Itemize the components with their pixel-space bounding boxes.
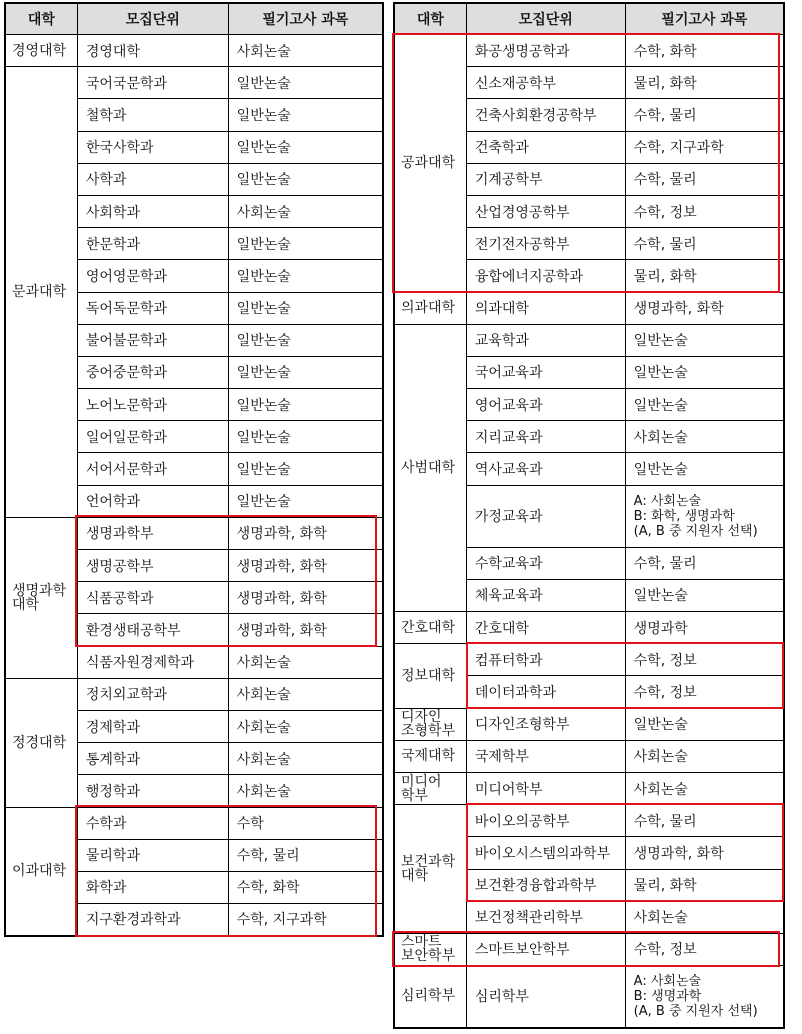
- unit-cell: 행정학과: [77, 775, 228, 807]
- subject-cell: 사회논술: [228, 743, 383, 775]
- unit-cell: 바이오시스템의과학부: [466, 837, 625, 869]
- subject-cell: 수학, 화학: [625, 35, 784, 67]
- unit-cell: 화학과: [77, 871, 228, 903]
- subject-cell: 수학, 정보: [625, 644, 784, 676]
- unit-cell: 노어노문학과: [77, 389, 228, 421]
- unit-cell: 지구환경과학과: [77, 904, 228, 936]
- unit-cell: 불어불문학과: [77, 324, 228, 356]
- unit-cell: 교육학과: [466, 324, 625, 356]
- subject-cell: 사회논술: [228, 710, 383, 742]
- subject-cell: 수학, 물리: [228, 839, 383, 871]
- unit-cell: 정치외교학과: [77, 678, 228, 710]
- unit-cell: 스마트보안학부: [466, 933, 625, 965]
- header-unit: 모집단위: [466, 3, 625, 35]
- unit-cell: 디자인조형학부: [466, 708, 625, 740]
- unit-cell: 영어영문학과: [77, 260, 228, 292]
- table-row: [5, 807, 383, 839]
- college-cell: 사범대학: [394, 324, 466, 611]
- unit-cell: 역사교육과: [466, 453, 625, 485]
- subject-cell: 사회논술: [228, 195, 383, 227]
- table-header-row: [5, 3, 383, 35]
- unit-cell: 미디어학부: [466, 772, 625, 804]
- left-admission-table: [4, 2, 384, 937]
- subject-cell: 사회논술: [625, 901, 784, 933]
- subject-cell: 수학: [228, 807, 383, 839]
- table-row: [394, 805, 784, 837]
- table-row: [5, 35, 383, 67]
- unit-cell: 화공생명공학과: [466, 35, 625, 67]
- table-row: [394, 292, 784, 324]
- header-subject: 필기고사 과목: [228, 3, 383, 35]
- unit-cell: 기계공학부: [466, 163, 625, 195]
- subject-cell: 일반논술: [228, 131, 383, 163]
- unit-cell: 가정교육과: [466, 485, 625, 547]
- unit-cell: 전기전자공학부: [466, 228, 625, 260]
- unit-cell: 건축사회환경공학부: [466, 99, 625, 131]
- unit-cell: 통계학과: [77, 743, 228, 775]
- table-header-row: [394, 3, 784, 35]
- unit-cell: 독어독문학과: [77, 292, 228, 324]
- subject-cell: 일반논술: [228, 228, 383, 260]
- subject-cell: 물리, 화학: [625, 67, 784, 99]
- subject-cell: 생명과학, 화학: [625, 292, 784, 324]
- subject-cell: 생명과학, 화학: [228, 550, 383, 582]
- table-row: [394, 708, 784, 740]
- right-table-body: [394, 35, 784, 1028]
- table-row: [394, 644, 784, 676]
- subject-cell: 사회논술: [625, 772, 784, 804]
- unit-cell: 생명과학부: [77, 517, 228, 549]
- subject-cell: 일반논술: [625, 453, 784, 485]
- right-admission-table: [393, 2, 785, 1029]
- header-college: 대학: [394, 3, 466, 35]
- unit-cell: 지리교육과: [466, 421, 625, 453]
- unit-cell: 철학과: [77, 99, 228, 131]
- unit-cell: 국어교육과: [466, 356, 625, 388]
- unit-cell: 서어서문학과: [77, 453, 228, 485]
- subject-cell: 일반논술: [625, 356, 784, 388]
- subject-cell: 일반논술: [228, 453, 383, 485]
- subject-cell: 생명과학: [625, 612, 784, 644]
- unit-cell: 체육교육과: [466, 579, 625, 611]
- header-unit: 모집단위: [77, 3, 228, 35]
- unit-cell: 환경생태공학부: [77, 614, 228, 646]
- unit-cell: 국제학부: [466, 740, 625, 772]
- subject-cell: 물리, 화학: [625, 869, 784, 901]
- table-row: [5, 517, 383, 549]
- unit-cell: 컴퓨터학과: [466, 644, 625, 676]
- subject-cell: 일반논술: [228, 485, 383, 517]
- unit-cell: 수학과: [77, 807, 228, 839]
- unit-cell: 건축학과: [466, 131, 625, 163]
- unit-cell: 수학교육과: [466, 547, 625, 579]
- subject-cell: 일반논술: [625, 579, 784, 611]
- college-cell: 정보대학: [394, 644, 466, 708]
- unit-cell: 일어일문학과: [77, 421, 228, 453]
- table-row: [5, 678, 383, 710]
- subject-cell: 사회논술: [228, 35, 383, 67]
- subject-cell: 사회논술: [228, 678, 383, 710]
- college-cell: 보건과학 대학: [394, 805, 466, 934]
- unit-cell: 영어교육과: [466, 389, 625, 421]
- college-cell: 공과대학: [394, 35, 466, 293]
- table-row: [394, 35, 784, 67]
- unit-cell: 경제학과: [77, 710, 228, 742]
- subject-cell: 생명과학, 화학: [625, 837, 784, 869]
- subject-cell: 일반논술: [228, 292, 383, 324]
- unit-cell: 신소재공학부: [466, 67, 625, 99]
- subject-cell: 생명과학, 화학: [228, 517, 383, 549]
- college-cell: 문과대학: [5, 67, 77, 518]
- subject-cell: 사회논술: [625, 740, 784, 772]
- table-row: [394, 612, 784, 644]
- subject-cell: 일반논술: [228, 163, 383, 195]
- subject-cell: 수학, 지구과학: [228, 904, 383, 936]
- college-cell: 디자인 조형학부: [394, 708, 466, 740]
- subject-cell: 사회논술: [228, 775, 383, 807]
- unit-cell: 국어국문학과: [77, 67, 228, 99]
- table-row: [394, 966, 784, 1028]
- subject-cell: 수학, 지구과학: [625, 131, 784, 163]
- college-cell: 생명과학 대학: [5, 517, 77, 678]
- subject-cell: 수학, 물리: [625, 805, 784, 837]
- unit-cell: 심리학부: [466, 966, 625, 1028]
- subject-cell: 일반논술: [625, 324, 784, 356]
- subject-cell: 수학, 물리: [625, 547, 784, 579]
- header-college: 대학: [5, 3, 77, 35]
- unit-cell: 경영대학: [77, 35, 228, 67]
- subject-cell: 수학, 정보: [625, 933, 784, 965]
- subject-cell: 일반논술: [228, 356, 383, 388]
- subject-cell: 수학, 물리: [625, 99, 784, 131]
- subject-cell: 생명과학, 화학: [228, 614, 383, 646]
- college-cell: 미디어 학부: [394, 772, 466, 804]
- table-row: [394, 772, 784, 804]
- subject-cell: 일반논술: [625, 708, 784, 740]
- unit-cell: 바이오의공학부: [466, 805, 625, 837]
- subject-cell: 일반논술: [228, 260, 383, 292]
- college-cell: 국제대학: [394, 740, 466, 772]
- unit-cell: 산업경영공학부: [466, 195, 625, 227]
- unit-cell: 의과대학: [466, 292, 625, 324]
- subject-cell: 물리, 화학: [625, 260, 784, 292]
- table-row: [394, 933, 784, 965]
- header-subject: 필기고사 과목: [625, 3, 784, 35]
- subject-cell: 일반논술: [228, 389, 383, 421]
- college-cell: 간호대학: [394, 612, 466, 644]
- subject-cell: 수학, 정보: [625, 195, 784, 227]
- subject-cell: 사회논술: [625, 421, 784, 453]
- subject-cell: 생명과학, 화학: [228, 582, 383, 614]
- subject-cell: 사회논술: [228, 646, 383, 678]
- unit-cell: 데이터과학과: [466, 676, 625, 708]
- subject-cell: 일반논술: [228, 99, 383, 131]
- subject-cell: 일반논술: [228, 67, 383, 99]
- subject-cell: 일반논술: [228, 421, 383, 453]
- subject-cell: 수학, 물리: [625, 163, 784, 195]
- unit-cell: 중어중문학과: [77, 356, 228, 388]
- unit-cell: 간호대학: [466, 612, 625, 644]
- college-cell: 의과대학: [394, 292, 466, 324]
- college-cell: 이과대학: [5, 807, 77, 936]
- unit-cell: 물리학과: [77, 839, 228, 871]
- unit-cell: 보건정책관리학부: [466, 901, 625, 933]
- subject-cell: 일반논술: [228, 324, 383, 356]
- unit-cell: 보건환경융합과학부: [466, 869, 625, 901]
- subject-cell: 일반논술: [625, 389, 784, 421]
- left-table-body: [5, 35, 383, 936]
- unit-cell: 언어학과: [77, 485, 228, 517]
- unit-cell: 융합에너지공학과: [466, 260, 625, 292]
- unit-cell: 한문학과: [77, 228, 228, 260]
- subject-cell: A: 사회논술 B: 생명과학 (A, B 중 지원자 선택): [625, 966, 784, 1028]
- unit-cell: 사학과: [77, 163, 228, 195]
- table-row: [394, 740, 784, 772]
- unit-cell: 식품자원경제학과: [77, 646, 228, 678]
- subject-cell: 수학, 물리: [625, 228, 784, 260]
- subject-cell: 수학, 정보: [625, 676, 784, 708]
- unit-cell: 한국사학과: [77, 131, 228, 163]
- college-cell: 스마트 보안학부: [394, 933, 466, 965]
- unit-cell: 식품공학과: [77, 582, 228, 614]
- subject-cell: 수학, 화학: [228, 871, 383, 903]
- college-cell: 정경대학: [5, 678, 77, 807]
- unit-cell: 생명공학부: [77, 550, 228, 582]
- table-row: [5, 67, 383, 99]
- college-cell: 경영대학: [5, 35, 77, 67]
- unit-cell: 사회학과: [77, 195, 228, 227]
- college-cell: 심리학부: [394, 966, 466, 1028]
- subject-cell: A: 사회논술 B: 화학, 생명과학 (A, B 중 지원자 선택): [625, 485, 784, 547]
- table-row: [394, 324, 784, 356]
